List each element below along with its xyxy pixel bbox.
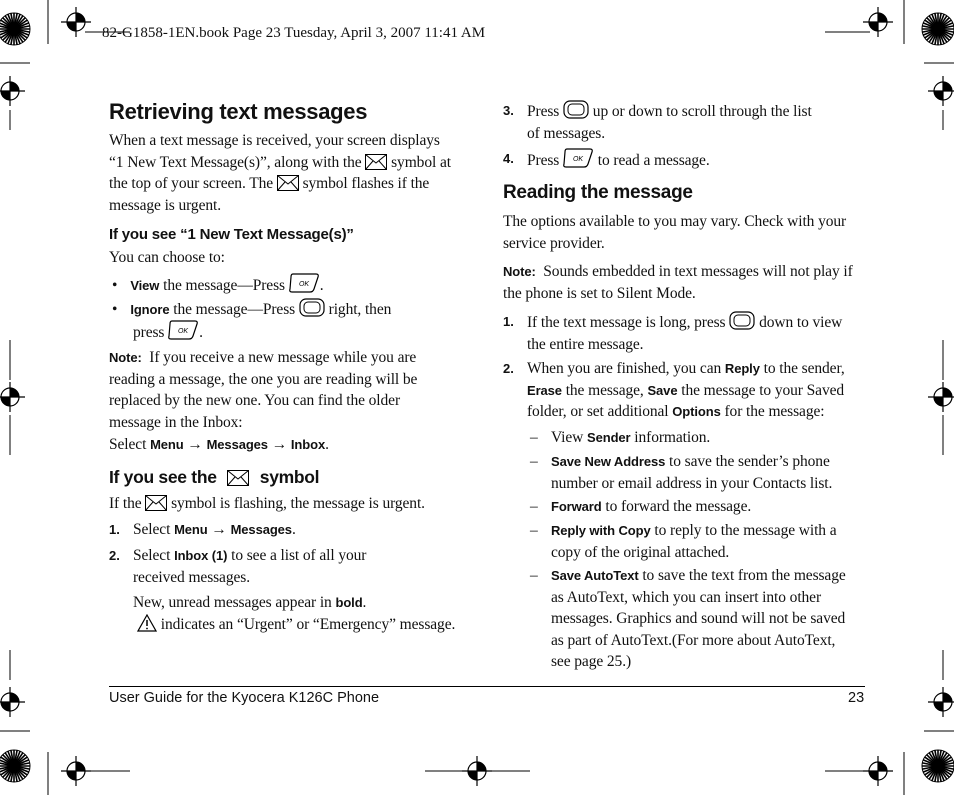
step-1: Select Menu → Messages.: [133, 521, 296, 538]
registration-mark-icon: [928, 382, 954, 412]
unread-note: New, unread messages appear in bold.: [133, 594, 367, 611]
step-4-number: 4.: [503, 151, 514, 166]
registration-mark-icon: [61, 756, 91, 786]
step-2-number: 2.: [109, 548, 120, 563]
nav-key-icon: [729, 311, 755, 330]
registration-mark-icon: [0, 687, 25, 717]
bullet-ignore: • Ignore the message—Press right, then: [112, 298, 391, 321]
envelope-icon: [365, 154, 387, 170]
option-view-sender: View Sender information.: [551, 429, 711, 446]
option-forward: Forward to forward the message.: [551, 498, 752, 515]
ok-key-icon: [168, 320, 199, 340]
page-title: Retrieving text messages: [109, 99, 368, 124]
step-1-number: 1.: [109, 522, 120, 537]
bullet-view: • View the message—Press .: [112, 273, 324, 297]
inbox-path: Select Menu → Messages → Inbox.: [109, 436, 329, 453]
option-reply-with-copy: Reply with Copy to reply to the message with a copy of the original attached.: [551, 522, 837, 561]
page-number: 23: [848, 690, 865, 706]
option-save-new-address: Save New Address to save the sender’s phone number or email address in your Contacts list.: [551, 453, 833, 492]
ok-key-icon: [289, 273, 320, 293]
note-silent: Note: Sounds embedded in text messages will not play if the phone is set to Silent Mode.: [503, 263, 853, 302]
option-save-autotext: Save AutoText to save the text from the message as AutoText, which you can insert into other messages. Graphics and sound will not be saved as part of AutoText.(For more about AutoText, see page 25.): [551, 567, 846, 670]
starburst-icon: [922, 13, 954, 45]
registration-mark-icon: [928, 687, 954, 717]
envelope-icon: [227, 470, 249, 486]
section-title-reading: Reading the message: [503, 182, 693, 203]
registration-mark-icon: [863, 756, 893, 786]
registration-mark-icon: [928, 76, 954, 106]
dash: –: [530, 453, 538, 470]
step-3-number: 3.: [503, 103, 514, 118]
options-vary: The options available to you may vary. Check with your service provider.: [503, 213, 847, 252]
read-step-1: If the text message is long, press down to view the entire message.: [527, 311, 842, 355]
dash: –: [530, 498, 538, 515]
starburst-icon: [922, 750, 954, 782]
warning-icon: [137, 614, 157, 632]
ok-key-icon: [563, 148, 594, 168]
step-2: Select Inbox (1) to see a list of all your received messages.: [133, 547, 367, 586]
note-new-message: Note: If you receive a new message while you are reading a message, the one you are reading will be replaced by the new one. You can find the older message in the Inbox:: [109, 349, 418, 431]
step-3: Press up or down to scroll through the list of messages.: [527, 100, 812, 144]
registration-mark-icon: [462, 756, 492, 786]
read-step-2: When you are finished, you can Reply to the sender, Erase the message, Save the message to your Saved folder, or set additional Options for the message:: [527, 360, 845, 420]
subheading-new-message: If you see “1 New Text Message(s)”: [109, 226, 354, 243]
flashing-text: If the symbol is flashing, the message is urgent.: [109, 495, 425, 512]
starburst-icon: [0, 13, 30, 45]
dash: –: [530, 429, 538, 446]
choose-text: You can choose to:: [109, 249, 225, 266]
print-header: 82-G1858-1EN.book Page 23 Tuesday, April 3, 2007 11:41 AM: [102, 25, 486, 41]
dash: –: [530, 567, 538, 584]
intro-paragraph: When a text message is received, your screen displays “1 New Text Message(s)”, along with the symbol at the top of your screen. The symbol flashes if the message is urgent.: [109, 132, 451, 214]
registration-mark-icon: [0, 76, 25, 106]
read-step-1-number: 1.: [503, 314, 514, 329]
dash: –: [530, 522, 538, 539]
read-step-2-number: 2.: [503, 361, 514, 376]
subheading-symbol: If you see the symbol: [109, 467, 320, 487]
nav-key-icon: [299, 298, 325, 317]
footer-rule: [109, 686, 865, 687]
envelope-icon: [145, 495, 167, 511]
nav-key-icon: [563, 100, 589, 119]
starburst-icon: [0, 750, 30, 782]
step-4: Press to read a message.: [527, 148, 710, 172]
registration-mark-icon: [0, 382, 25, 412]
urgent-note: indicates an “Urgent” or “Emergency” message.: [137, 614, 455, 636]
envelope-icon: [277, 175, 299, 191]
bullet-ignore-cont: press .: [133, 320, 203, 344]
footer-guide-title: User Guide for the Kyocera K126C Phone: [109, 690, 380, 706]
